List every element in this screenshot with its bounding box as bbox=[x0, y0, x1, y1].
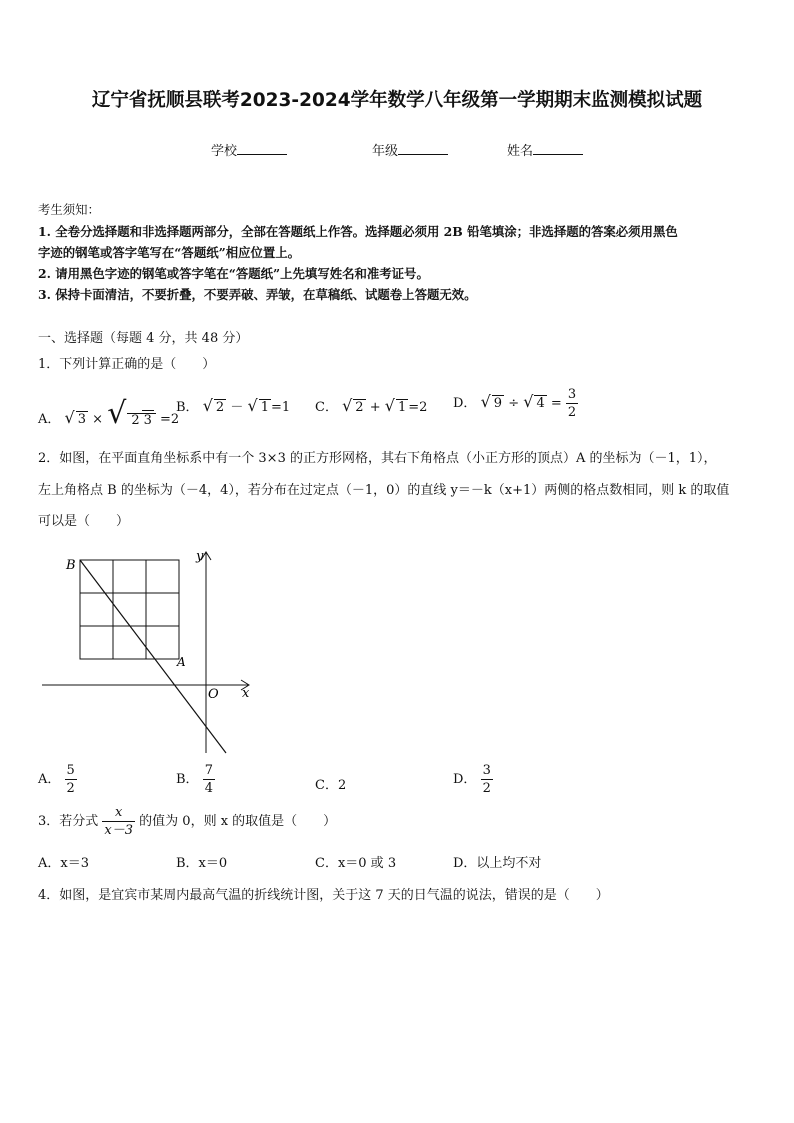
q2-option-d-fraction: $\frac{3}{2}$ bbox=[482, 763, 491, 796]
q2-option-d-label: D． bbox=[453, 772, 477, 787]
q1-b-radicand-2: 1 bbox=[260, 400, 269, 415]
q1-c-plus: + bbox=[369, 400, 381, 415]
q1-a-times: × bbox=[92, 412, 104, 427]
sqrt-icon: √ bbox=[202, 396, 213, 415]
q1-d-radicand-1: 9 bbox=[493, 396, 503, 411]
q3-suffix: 的值为 0，则 x 的取值是（ ） bbox=[139, 814, 337, 829]
notice-item-1-line-2: 字迹的钢笔或答字笔写在“答题纸”相应位置上。 bbox=[38, 245, 301, 260]
q1-c-result: =2 bbox=[408, 400, 428, 415]
q3-option-c[interactable]: C．x＝0 或 3 bbox=[315, 856, 397, 871]
q3-fraction: $\frac{x}{x-3}$ bbox=[104, 805, 134, 838]
section-heading: 一、选择题（每题 4 分，共 48 分） bbox=[38, 331, 249, 346]
q2-option-b[interactable] bbox=[176, 764, 215, 795]
q1-option-c-label: C． bbox=[315, 400, 338, 415]
notice-item-2: 2. 请用黑色字迹的钢笔或答字笔在“答题纸”上先填写姓名和准考证号。 bbox=[38, 266, 429, 281]
q1-option-c[interactable] bbox=[315, 396, 427, 415]
q1-stem: 1．下列计算正确的是（ ） bbox=[38, 357, 216, 372]
sqrt-icon: √ bbox=[480, 392, 491, 411]
grade-label: 年级 bbox=[372, 144, 399, 159]
q1-d-equals: = bbox=[550, 396, 562, 411]
q2-option-b-label: B． bbox=[176, 772, 199, 787]
q2-option-c[interactable] bbox=[315, 774, 346, 793]
school-blank[interactable] bbox=[237, 142, 287, 155]
q2-option-a[interactable] bbox=[38, 764, 77, 795]
q1-b-radicand-1: 2 bbox=[215, 400, 225, 415]
q1-c-radicand-1: 2 bbox=[355, 400, 364, 415]
q1-b-minus: － bbox=[230, 400, 244, 415]
sqrt-icon: √ bbox=[107, 396, 127, 431]
q3-option-b[interactable]: B．x＝0 bbox=[176, 856, 228, 871]
y-axis-label: y bbox=[196, 549, 204, 564]
q3-prefix: 3．若分式 bbox=[38, 814, 99, 829]
school-label: 学校 bbox=[211, 144, 238, 159]
sqrt-icon: √ bbox=[342, 396, 353, 415]
q2-option-a-label: A． bbox=[38, 772, 61, 787]
point-b-label: B bbox=[66, 558, 76, 573]
page-title: 辽宁省抚顺县联考2023-2024学年数学八年级第一学期期末监测模拟试题 bbox=[91, 90, 703, 111]
notice-heading: 考生须知： bbox=[38, 202, 100, 217]
q2-option-a-fraction: $\frac{5}{2}$ bbox=[66, 763, 75, 796]
x-axis-label: x bbox=[242, 686, 250, 701]
grade-blank[interactable] bbox=[398, 142, 448, 155]
q3-option-a[interactable]: A．x＝3 bbox=[38, 856, 89, 871]
q1-option-b[interactable] bbox=[176, 396, 290, 415]
name-label: 姓名 bbox=[507, 144, 534, 159]
q1-b-result: =1 bbox=[270, 400, 291, 415]
q1-option-d-label: D． bbox=[453, 396, 477, 411]
q1-option-a[interactable] bbox=[38, 396, 179, 431]
q1-a-result: =2 bbox=[160, 412, 180, 427]
q2-option-d[interactable] bbox=[453, 764, 493, 795]
name-field[interactable] bbox=[507, 140, 583, 159]
q2-grid-figure bbox=[38, 545, 268, 760]
grid-3x3 bbox=[80, 560, 179, 659]
line-through-fixed-point bbox=[80, 560, 226, 753]
q1-d-fraction: $\frac{3}{2}$ bbox=[567, 387, 577, 420]
sqrt-icon: √ bbox=[64, 408, 75, 427]
q2-line-1: 2．如图，在平面直角坐标系中有一个 3×3 的正方形网格，其右下角格点（小正方形的顶点）A 的坐标为（－1，1）， bbox=[38, 451, 717, 466]
q4-stem: 4．如图，是宜宾市某周内最高气温的折线统计图，关于这 7 天的日气温的说法，错误的是（ ） bbox=[38, 888, 609, 903]
sqrt-icon: √ bbox=[523, 392, 534, 411]
q1-a-radicand: 3 bbox=[77, 412, 87, 427]
q1-c-radicand-2: 1 bbox=[397, 400, 407, 415]
q2-line-3: 可以是（ ） bbox=[38, 514, 130, 529]
q1-d-divide: ÷ bbox=[508, 396, 520, 411]
q2-line-2: 左上角格点 B 的坐标为（－4，4），若分布在过定点（－1，0）的直线 y＝－k（x+1）两侧的格点数相同，则 k 的取值 bbox=[38, 483, 730, 498]
q2-option-c-label: C． bbox=[315, 778, 338, 793]
q3-option-d[interactable]: D．以上均不对 bbox=[453, 856, 542, 871]
sqrt-icon: √ bbox=[247, 396, 258, 415]
q1-option-b-label: B． bbox=[176, 400, 199, 415]
q2-option-b-fraction: $\frac{7}{4}$ bbox=[204, 763, 213, 796]
q2-option-c-value: 2 bbox=[337, 778, 347, 793]
school-field[interactable] bbox=[211, 140, 287, 159]
grade-field[interactable] bbox=[372, 140, 448, 159]
origin-label: O bbox=[208, 687, 219, 702]
notice-item-3: 3. 保持卡面清洁，不要折叠，不要弄破、弄皱，在草稿纸、试题卷上答题无效。 bbox=[38, 287, 477, 302]
name-blank[interactable] bbox=[533, 142, 583, 155]
notice-item-1-line-1: 1. 全卷分选择题和非选择题两部分，全部在答题纸上作答。选择题必须用 2B 铅笔填涂；非选择题的答案必须用黑色 bbox=[38, 224, 678, 239]
q1-option-d[interactable] bbox=[453, 388, 578, 419]
q1-a-fraction: 2 3 bbox=[127, 413, 156, 427]
q1-option-a-label: A． bbox=[38, 412, 61, 427]
q3-stem bbox=[38, 806, 336, 837]
sqrt-icon: √ bbox=[384, 396, 395, 415]
q1-d-radicand-2: 4 bbox=[536, 396, 545, 411]
point-a-label: A bbox=[177, 655, 186, 669]
